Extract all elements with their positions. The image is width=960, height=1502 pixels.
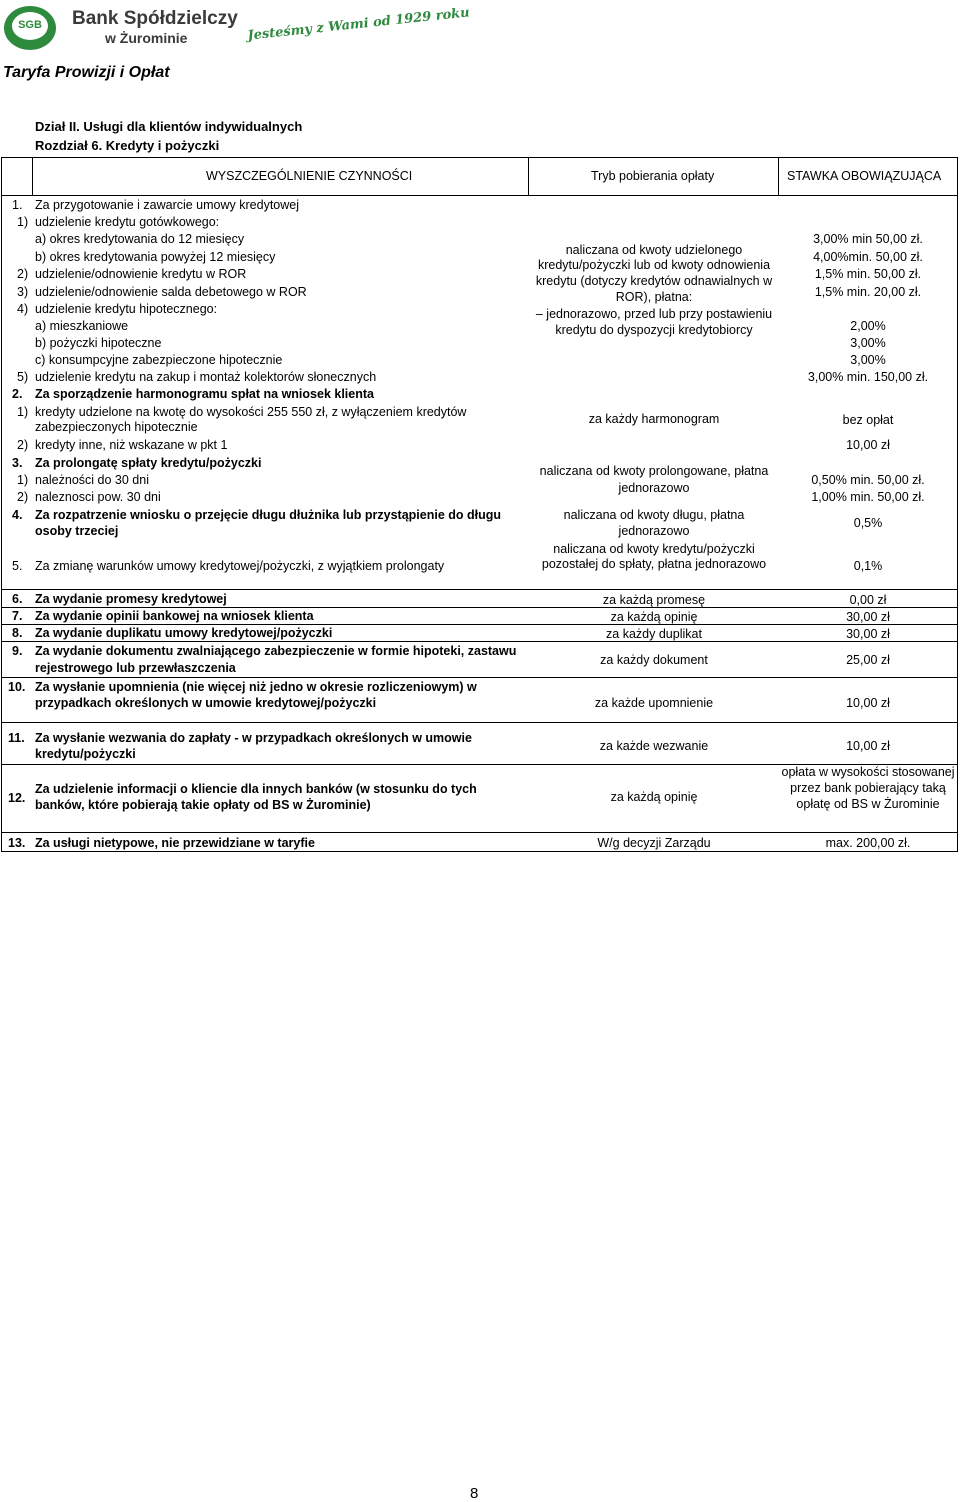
item-number: 12. bbox=[8, 791, 26, 805]
mode-text: za każde upomnienie bbox=[594, 696, 714, 710]
rate-value: 3,00% min. 150,00 zł. bbox=[807, 370, 929, 384]
mode-text: naliczana od kwoty kredytu/pożyczki bbox=[553, 542, 755, 556]
item-title: Za wydanie opinii bankowej na wniosek klienta bbox=[35, 609, 314, 623]
item-title: Za wydanie duplikatu umowy kredytowej/pożyczki bbox=[35, 626, 333, 640]
item-title: przypadkach określonych w umowie kredytowej/pożyczki bbox=[35, 696, 377, 710]
mode-text: ROR), płatna: bbox=[615, 290, 693, 304]
mode-text: naliczana od kwoty udzielonego bbox=[565, 243, 743, 257]
slogan: Jesteśmy z Wami od 1929 roku bbox=[246, 5, 471, 44]
rate-value: 3,00% min 50,00 zł. bbox=[813, 232, 923, 246]
subitem-text: zabezpieczonych hipotecznie bbox=[35, 420, 198, 434]
rate-value: 30,00 zł bbox=[846, 627, 890, 641]
item-title: banków, które pobierają takie opłaty od BS w Żurominie) bbox=[35, 798, 371, 812]
subitem-text: udzielenie/odnowienie kredytu w ROR bbox=[35, 267, 247, 281]
rate-value: 25,00 zł bbox=[846, 653, 890, 667]
item-title: Za usługi nietypowe, nie przewidziane w taryfie bbox=[35, 836, 315, 850]
item-number: 1. bbox=[12, 198, 23, 212]
item-number: 11. bbox=[8, 731, 25, 745]
item-title: Za prolongatę spłaty kredytu/pożyczki bbox=[35, 456, 262, 470]
rate-value: 4,00%min. 50,00 zł. bbox=[813, 250, 923, 264]
subitem-text: b) okres kredytowania powyżej 12 miesięcy bbox=[35, 250, 276, 264]
mode-text: za każdy dokument bbox=[600, 653, 708, 667]
subitem-number: 5) bbox=[17, 370, 29, 384]
subitem-text: b) pożyczki hipoteczne bbox=[35, 336, 162, 350]
subitem-text: udzielenie kredytu na zakup i montaż kolektorów słonecznych bbox=[35, 370, 377, 384]
item-title: Za zmianę warunków umowy kredytowej/pożyczki, z wyjątkiem prolongaty bbox=[35, 559, 445, 573]
mode-text: za każdy duplikat bbox=[606, 627, 702, 641]
mode-text: naliczana od kwoty długu, płatna bbox=[563, 508, 745, 522]
subitem-number: 4) bbox=[17, 302, 29, 316]
item-number: 3. bbox=[12, 456, 23, 470]
rate-value: 3,00% bbox=[850, 336, 886, 350]
mode-text: naliczana od kwoty prolongowane, płatna bbox=[539, 464, 769, 478]
subitem-text: a) okres kredytowania do 12 miesięcy bbox=[35, 232, 245, 246]
rate-value: 10,00 zł bbox=[846, 696, 890, 710]
item-title: Za udzielenie informacji o kliencie dla innych banków (w stosunku do tych bbox=[35, 782, 477, 796]
subitem-number: 1) bbox=[17, 215, 29, 229]
subitem-text: udzielenie/odnowienie salda debetowego w ROR bbox=[35, 285, 307, 299]
item-title: osoby trzeciej bbox=[35, 524, 119, 538]
document-title: Taryfa Prowizji i Opłat bbox=[3, 64, 170, 81]
mode-text: pozostałej do spłaty, płatna jednorazowo bbox=[541, 557, 767, 571]
item-title: Za rozpatrzenie wniosku o przejęcie długu dłużnika lub przystąpienie do długu bbox=[35, 508, 502, 522]
subitem-text: a) mieszkaniowe bbox=[35, 319, 129, 333]
item-number: 8. bbox=[12, 626, 23, 640]
mode-text: W/g decyzji Zarządu bbox=[597, 836, 711, 850]
section-heading: Dział II. Usługi dla klientów indywidualnych bbox=[35, 119, 303, 134]
mode-text: jednorazowo bbox=[618, 524, 690, 538]
rate-value: 0,1% bbox=[853, 559, 883, 573]
mode-text: jednorazowo bbox=[618, 481, 690, 495]
rate-value: przez bank pobierający taką bbox=[790, 781, 946, 795]
subitem-number: 2) bbox=[17, 267, 29, 281]
mode-text: za każdą opinię bbox=[610, 610, 698, 624]
mode-text: za każdą opinię bbox=[610, 790, 698, 804]
subitem-text: należności do 30 dni bbox=[35, 473, 149, 487]
mode-text: – jednorazowo, przed lub przy postawieniu bbox=[535, 307, 773, 321]
rate-value: opłatę od BS w Żurominie bbox=[796, 797, 940, 811]
subitem-text: udzielenie kredytu gotówkowego: bbox=[35, 215, 220, 229]
column-header-mode: Tryb pobierania opłaty bbox=[591, 169, 715, 183]
rate-value: 10,00 zł bbox=[846, 739, 890, 753]
rate-value: 1,5% min. 20,00 zł. bbox=[814, 285, 922, 299]
page-number: 8 bbox=[470, 1485, 479, 1502]
rate-value: 3,00% bbox=[850, 353, 886, 367]
rate-value: 0,00 zł bbox=[849, 593, 887, 607]
subitem-number: 1) bbox=[17, 405, 29, 419]
item-number: 2. bbox=[12, 387, 23, 401]
rate-value: 2,00% bbox=[850, 319, 886, 333]
column-header-rate: STAWKA OBOWIĄZUJĄCA bbox=[787, 169, 942, 183]
item-title: Za wydanie dokumentu zwalniającego zabezpieczenie w formie hipoteki, zastawu bbox=[35, 644, 517, 658]
subitem-text: kredyty udzielone na kwotę do wysokości 255 550 zł, z wyłączeniem kredytów bbox=[35, 405, 467, 419]
subitem-text: udzielenie kredytu hipotecznego: bbox=[35, 302, 218, 316]
item-title: rejestrowego lub przewłaszczenia bbox=[35, 661, 236, 675]
subitem-number: 2) bbox=[17, 490, 29, 504]
bank-name: Bank Spółdzielczy bbox=[72, 8, 238, 29]
rate-value: opłata w wysokości stosowanej bbox=[781, 765, 955, 779]
item-title: Za wydanie promesy kredytowej bbox=[35, 592, 227, 606]
item-title: Za wysłanie wezwania do zapłaty - w przypadkach określonych w umowie bbox=[35, 731, 472, 745]
item-number: 4. bbox=[12, 508, 23, 522]
chapter-heading: Rozdział 6. Kredyty i pożyczki bbox=[35, 138, 220, 153]
subitem-text: kredyty inne, niż wskazane w pkt 1 bbox=[35, 438, 228, 452]
rate-value: 10,00 zł bbox=[846, 438, 890, 452]
subitem-text: c) konsumpcyjne zabezpieczone hipotecznie bbox=[35, 353, 283, 367]
item-number: 13. bbox=[8, 836, 26, 850]
item-title: Za przygotowanie i zawarcie umowy kredytowej bbox=[35, 198, 299, 212]
rate-value: bez opłat bbox=[842, 413, 894, 427]
mode-text: za każdą promesę bbox=[602, 593, 706, 607]
subitem-text: naleznosci pow. 30 dni bbox=[35, 490, 161, 504]
rate-value: 0,5% bbox=[853, 516, 883, 530]
mode-text: za każdy harmonogram bbox=[588, 412, 720, 426]
rate-value: 0,50% min. 50,00 zł. bbox=[811, 473, 925, 487]
item-number: 9. bbox=[12, 644, 23, 658]
subitem-number: 3) bbox=[17, 285, 29, 299]
item-number: 5. bbox=[12, 559, 23, 573]
rate-value: 1,00% min. 50,00 zł. bbox=[811, 490, 925, 504]
mode-text: kredytu (dotyczy kredytów odnawialnych w bbox=[535, 274, 773, 288]
subitem-number: 1) bbox=[17, 473, 29, 487]
rate-value: 30,00 zł bbox=[846, 610, 890, 624]
logo-text: SGB bbox=[18, 19, 42, 31]
mode-text: kredytu do dyspozycji kredytobiorcy bbox=[555, 323, 753, 337]
subitem-number: 2) bbox=[17, 438, 29, 452]
item-number: 6. bbox=[12, 592, 23, 606]
item-number: 10. bbox=[8, 680, 26, 694]
rate-value: 1,5% min. 50,00 zł. bbox=[814, 267, 922, 281]
bank-location: w Żurominie bbox=[105, 30, 188, 46]
item-title: Za wysłanie upomnienia (nie więcej niż jedno w okresie rozliczeniowym) w bbox=[35, 680, 477, 694]
mode-text: kredytu/pożyczki lub od kwoty odnowienia bbox=[537, 258, 771, 272]
item-number: 7. bbox=[12, 609, 23, 623]
rate-value: max. 200,00 zł. bbox=[825, 836, 911, 850]
item-title: Za sporządzenie harmonogramu spłat na wniosek klienta bbox=[35, 387, 374, 401]
column-header-description: WYSZCZEGÓLNIENIE CZYNNOŚCI bbox=[206, 169, 413, 183]
item-title: kredytu/pożyczki bbox=[35, 747, 136, 761]
mode-text: za każde wezwanie bbox=[599, 739, 709, 753]
